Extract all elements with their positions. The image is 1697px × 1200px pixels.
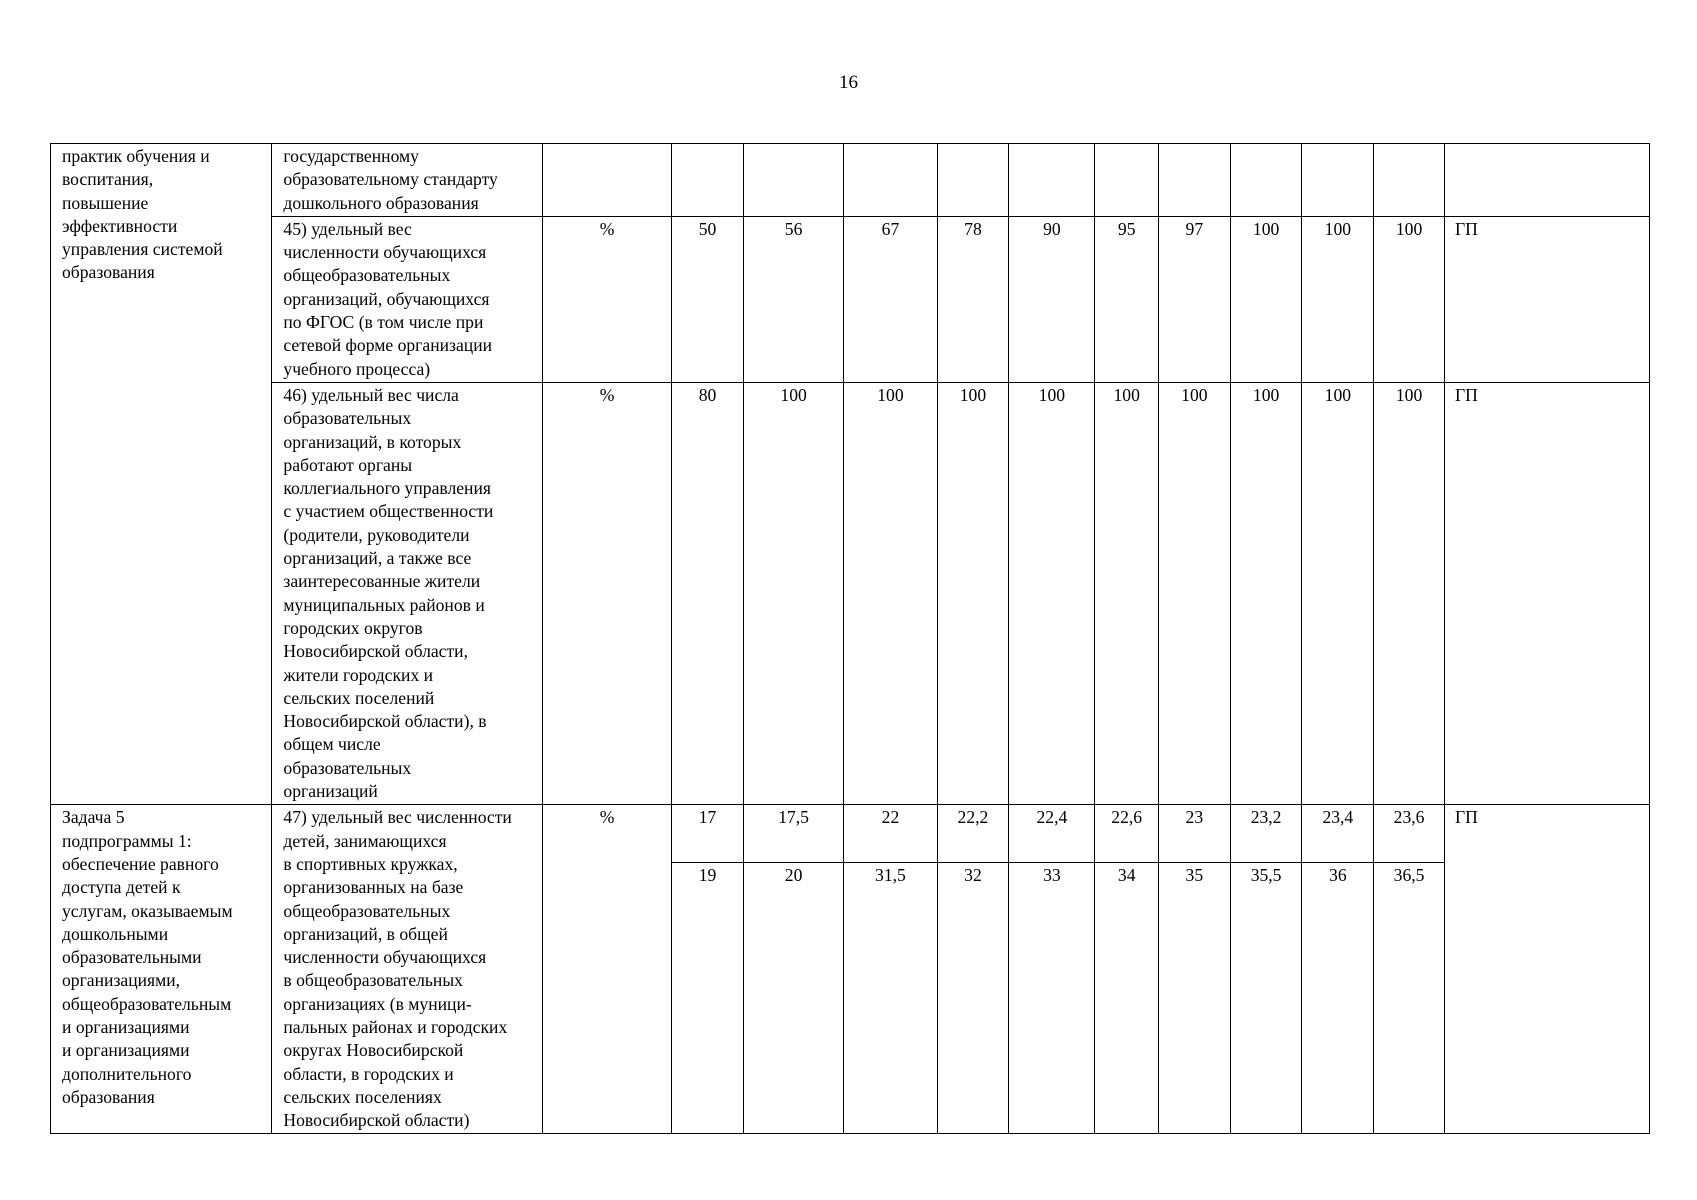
value-cell: 32: [937, 862, 1009, 1134]
value-cell: 23,4: [1302, 805, 1374, 862]
indicator-text: 46) удельный вес числа образовательных организаций, в которых работают органы коллегиального управления с участием общественности (родители, руководители организаций, а также все заинтересованные жители муниципальных районов и городских округов Новосибирской области, жители городских и сельских поселений Новосибирской области), в общем числе образовательных организаций: [283, 384, 494, 802]
value-cell: 35,5: [1230, 862, 1302, 1134]
value-cell: [1009, 144, 1095, 217]
value-cell: 80: [672, 382, 744, 804]
value-cell: 100: [1095, 382, 1159, 804]
value-cell: 100: [1302, 216, 1374, 382]
value-cell: [937, 144, 1009, 217]
value-cell: 33: [1009, 862, 1095, 1134]
source-cell: ГП: [1444, 216, 1649, 382]
value-cell: 67: [844, 216, 937, 382]
value-cell: [1374, 144, 1445, 217]
value-cell: 19: [672, 862, 744, 1134]
value-cell: 100: [1302, 382, 1374, 804]
value-cell: 17: [672, 805, 744, 862]
source-cell: [1444, 144, 1649, 217]
value-cell: 95: [1095, 216, 1159, 382]
indicator-text: государственному образовательному стандарту дошкольного образования: [283, 146, 498, 213]
source-cell: ГП: [1444, 805, 1649, 1134]
value-cell: 22,2: [937, 805, 1009, 862]
indicator-cell: [272, 144, 543, 217]
value-cell: [1158, 144, 1230, 217]
value-cell: 23: [1158, 805, 1230, 862]
value-cell: 100: [1230, 382, 1302, 804]
indicator-cell: [272, 382, 543, 804]
value-cell: [1230, 144, 1302, 217]
value-cell: 20: [743, 862, 843, 1134]
value-cell: 100: [1374, 382, 1445, 804]
unit-cell: %: [542, 216, 671, 382]
value-cell: 22,6: [1095, 805, 1159, 862]
value-cell: 22,4: [1009, 805, 1095, 862]
value-cell: 78: [937, 216, 1009, 382]
value-cell: [844, 144, 937, 217]
value-cell: [672, 144, 744, 217]
source-cell: ГП: [1444, 382, 1649, 804]
unit-cell: %: [542, 805, 671, 1134]
value-cell: 90: [1009, 216, 1095, 382]
value-cell: 35: [1158, 862, 1230, 1134]
value-cell: 23,2: [1230, 805, 1302, 862]
value-cell: [1095, 144, 1159, 217]
value-cell: 100: [1158, 382, 1230, 804]
table-row: [51, 144, 1650, 217]
indicator-text: 47) удельный вес численности детей, занимающихся в спортивных кружках, организованных на базе общеобразовательных организаций, в общей численности обучающихся в общеобразовательных организациях (в муници- пальных районах и городских округах Новосибирской области, в городских и сельских поселениях Новосибирской области): [283, 807, 512, 1131]
value-cell: 100: [844, 382, 937, 804]
goal-text: Задача 5 подпрограммы 1: обеспечение равного доступа детей к услугам, оказываемым дошкольными образовательными организациями, общеобразовательным и организациями и организациями дополнительного образования: [62, 807, 233, 1107]
value-cell: 100: [1230, 216, 1302, 382]
indicator-cell: [272, 805, 543, 1134]
table-row: [51, 216, 1650, 382]
table-row: [51, 382, 1650, 804]
value-cell: 50: [672, 216, 744, 382]
value-cell: 22: [844, 805, 937, 862]
value-cell: 36,5: [1374, 862, 1445, 1134]
value-cell: 23,6: [1374, 805, 1445, 862]
value-cell: [743, 144, 843, 217]
value-cell: 100: [937, 382, 1009, 804]
goal-text: практик обучения и воспитания, повышение эффективности управления системой образования: [62, 146, 223, 283]
value-cell: [1302, 144, 1374, 217]
goal-cell: [51, 805, 272, 1134]
indicator-cell: [272, 216, 543, 382]
value-cell: 97: [1158, 216, 1230, 382]
indicators-table: [50, 143, 1650, 1134]
value-cell: 17,5: [743, 805, 843, 862]
value-cell: 31,5: [844, 862, 937, 1134]
value-cell: 100: [1009, 382, 1095, 804]
unit-cell: %: [542, 382, 671, 804]
page-number: 16: [839, 72, 858, 93]
goal-cell: [51, 144, 272, 805]
value-cell: 100: [1374, 216, 1445, 382]
value-cell: 56: [743, 216, 843, 382]
table-row: [51, 805, 1650, 862]
value-cell: 36: [1302, 862, 1374, 1134]
value-cell: 100: [743, 382, 843, 804]
value-cell: 34: [1095, 862, 1159, 1134]
indicator-text: 45) удельный вес численности обучающихся общеобразовательных организаций, обучающихся по ФГОС (в том числе при сетевой форме организации учебного процесса): [283, 218, 493, 379]
unit-cell: [542, 144, 671, 217]
